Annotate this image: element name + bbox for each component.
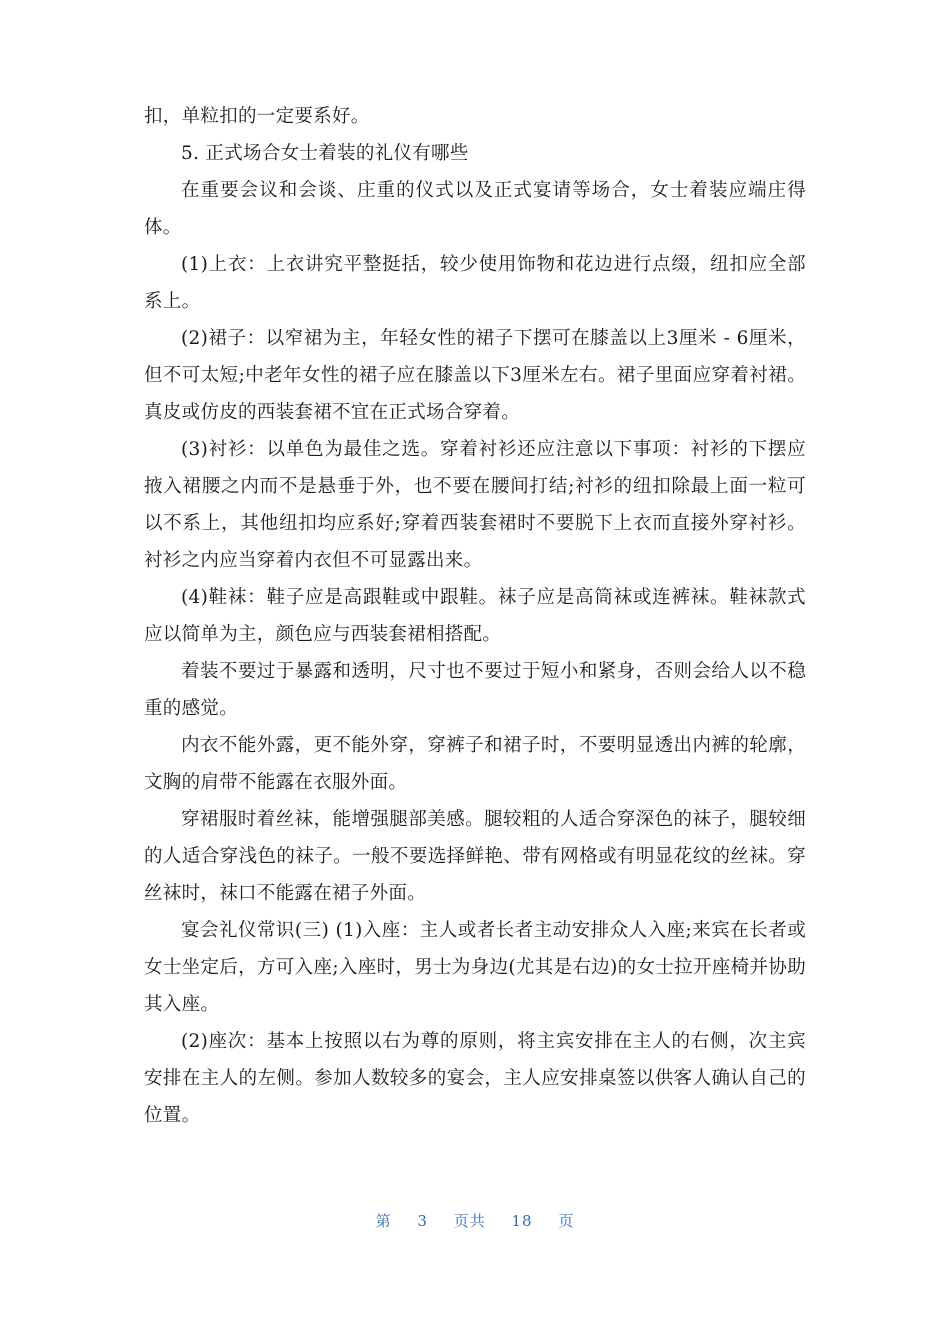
paragraph-shirt: (3)衬衫：以单色为最佳之选。穿着衬衫还应注意以下事项：衬衫的下摆应掖入裙腰之内而不是悬垂于外，也不要在腰间打结;衬衫的纽扣除最上面一粒可以不系上，其他纽扣均应系好;穿着西装套裙时不要脱下上衣而直接外穿衬衫。衬衫之内应当穿着内衣但不可显露出来。	[144, 439, 806, 571]
paragraph-seat-order: (2)座次：基本上按照以右为尊的原则，将主宾安排在主人的右侧，次主宾安排在主人的左侧。参加人数较多的宴会，主人应安排桌签以供客人确认自己的位置。	[144, 1031, 806, 1126]
paragraph-skirt: (2)裙子：以窄裙为主，年轻女性的裙子下摆可在膝盖以上3厘米 - 6厘米，但不可太短;中老年女性的裙子应在膝盖以下3厘米左右。裙子里面应穿着衬裙。真皮或仿皮的西装套裙不宜在正式场合穿着。	[144, 328, 806, 423]
section-heading: 5. 正式场合女士着装的礼仪有哪些	[181, 143, 469, 164]
paragraph-exposure: 着装不要过于暴露和透明，尺寸也不要过于短小和紧身，否则会给人以不稳重的感觉。	[144, 661, 806, 719]
footer-prefix: 第	[375, 1212, 392, 1230]
paragraph-continuation: 扣，单粒扣的一定要系好。	[144, 106, 370, 127]
paragraph-intro: 在重要会议和会谈、庄重的仪式以及正式宴请等场合，女士着装应端庄得体。	[144, 180, 806, 238]
paragraph-top: (1)上衣：上衣讲究平整挺括，较少使用饰物和花边进行点缀，纽扣应全部系上。	[144, 254, 806, 312]
document-body	[144, 98, 806, 1134]
paragraph-seating: 宴会礼仪常识(三) (1)入座：主人或者长者主动安排众人入座;来宾在长者或女士坐定后，方可入座;入座时，男士为身边(尤其是右边)的女士拉开座椅并协助其入座。	[144, 920, 806, 1015]
footer-suffix: 页	[558, 1212, 575, 1230]
footer-total-pages: 18	[511, 1212, 533, 1230]
footer-page-number: 3	[417, 1212, 428, 1230]
page-footer	[0, 1210, 950, 1231]
footer-middle: 页共	[453, 1212, 486, 1230]
paragraph-underwear: 内衣不能外露，更不能外穿，穿裤子和裙子时，不要明显透出内裤的轮廓，文胸的肩带不能露在衣服外面。	[144, 735, 806, 793]
paragraph-shoes-socks: (4)鞋袜：鞋子应是高跟鞋或中跟鞋。袜子应是高筒袜或连裤袜。鞋袜款式应以简单为主，颜色应与西装套裙相搭配。	[144, 587, 806, 645]
paragraph-stockings: 穿裙服时着丝袜，能增强腿部美感。腿较粗的人适合穿深色的袜子，腿较细的人适合穿浅色的袜子。一般不要选择鲜艳、带有网格或有明显花纹的丝袜。穿丝袜时，袜口不能露在裙子外面。	[144, 809, 806, 904]
